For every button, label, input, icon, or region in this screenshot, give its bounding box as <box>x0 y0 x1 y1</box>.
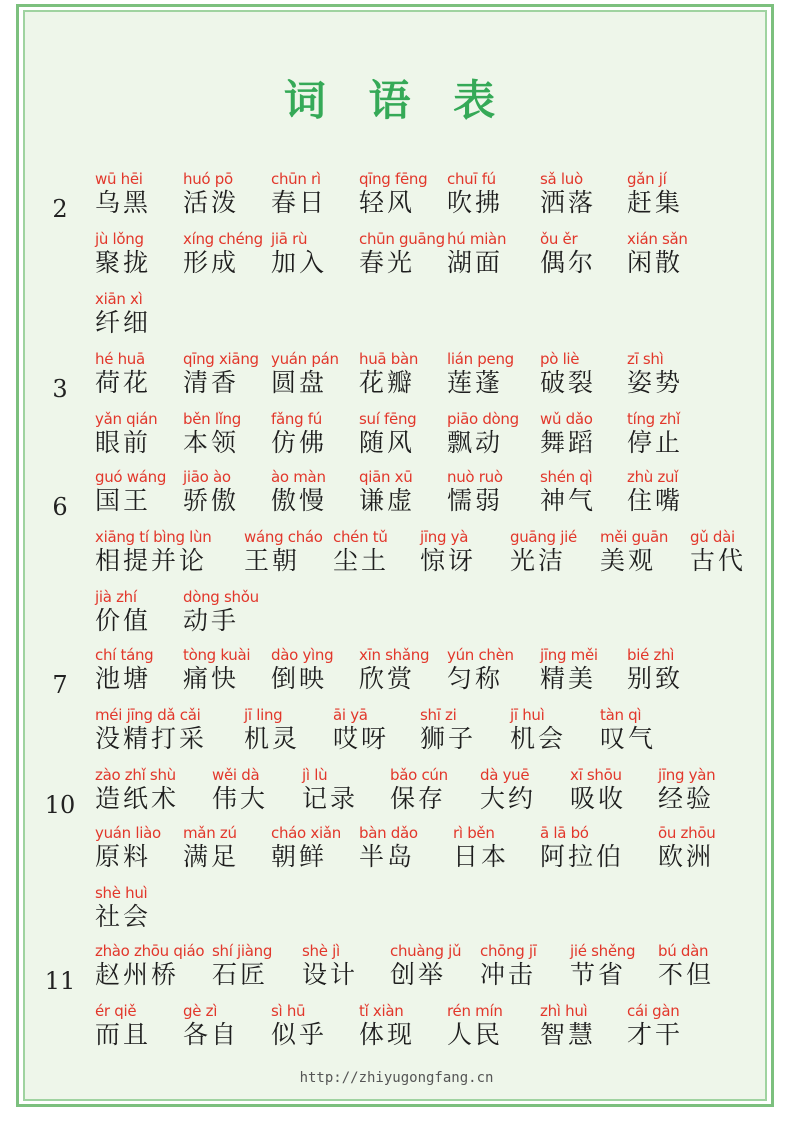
word-row <box>0 230 793 288</box>
word-entry <box>271 646 333 694</box>
word-entry <box>95 1002 151 1050</box>
word-entry <box>540 350 596 398</box>
word-entry <box>333 528 389 576</box>
pinyin-label: bàn dǎo <box>359 824 418 842</box>
pinyin-label: jī ling <box>244 706 283 724</box>
word-entry <box>271 350 339 398</box>
chinese-word: 形成 <box>183 248 240 277</box>
pinyin-label: shè jì <box>302 942 340 960</box>
chinese-word: 随风 <box>359 428 416 457</box>
pinyin-label: dào yìng <box>271 646 334 664</box>
pinyin-label: xiān xì <box>95 290 143 308</box>
word-entry <box>359 824 418 872</box>
chinese-word: 吹拂 <box>447 188 504 217</box>
word-entry <box>244 528 323 576</box>
pinyin-label: jīng yàn <box>658 766 716 784</box>
chinese-word: 圆盘 <box>271 368 328 397</box>
chinese-word: 偶尔 <box>540 248 597 277</box>
word-entry <box>540 170 596 218</box>
word-entry <box>420 528 476 576</box>
pinyin-label: ér qiě <box>95 1002 137 1020</box>
pinyin-label: tíng zhǐ <box>627 410 680 428</box>
pinyin-label: jì lù <box>302 766 328 784</box>
chinese-word: 荷花 <box>95 368 152 397</box>
chinese-word: 节省 <box>570 960 627 989</box>
word-entry <box>359 410 416 458</box>
word-entry <box>333 706 389 754</box>
chinese-word: 飘动 <box>447 428 504 457</box>
chinese-word: 似乎 <box>271 1020 328 1049</box>
pinyin-label: zào zhǐ shù <box>95 766 176 784</box>
pinyin-label: huā bàn <box>359 350 419 368</box>
lesson-number: 6 <box>52 493 68 521</box>
word-entry <box>271 468 327 516</box>
word-row <box>0 170 793 228</box>
word-entry <box>183 350 259 398</box>
chinese-word: 别致 <box>627 664 684 693</box>
word-entry <box>359 230 445 278</box>
word-entry <box>540 230 596 278</box>
word-entry <box>510 706 566 754</box>
word-entry <box>540 410 596 458</box>
chinese-word: 人民 <box>447 1020 504 1049</box>
word-row <box>0 646 793 704</box>
chinese-word: 阿拉伯 <box>540 842 625 871</box>
word-entry <box>627 468 683 516</box>
word-row <box>0 766 793 824</box>
word-entry <box>95 170 151 218</box>
pinyin-label: xián sǎn <box>627 230 688 248</box>
pinyin-label: yún chèn <box>447 646 514 664</box>
word-entry <box>658 766 715 814</box>
word-entry <box>302 942 358 990</box>
chinese-word: 没精打采 <box>95 724 208 753</box>
chinese-word: 痛快 <box>183 664 240 693</box>
page-title: 词 语 表 <box>283 76 510 125</box>
chinese-word: 叹气 <box>600 724 657 753</box>
pinyin-label: suí fēng <box>359 410 417 428</box>
chinese-word: 欣赏 <box>359 664 416 693</box>
chinese-word: 日本 <box>453 842 510 871</box>
chinese-word: 眼前 <box>95 428 152 457</box>
pinyin-label: dà yuē <box>480 766 530 784</box>
chinese-word: 谦虚 <box>359 486 416 515</box>
word-entry <box>95 706 207 754</box>
word-entry <box>183 646 250 694</box>
chinese-word: 机会 <box>510 724 567 753</box>
word-entry <box>627 350 683 398</box>
word-entry <box>600 528 668 576</box>
pinyin-label: mǎn zú <box>183 824 237 842</box>
pinyin-label: ā lā bó <box>540 824 589 842</box>
word-entry <box>570 942 635 990</box>
chinese-word: 匀称 <box>447 664 504 693</box>
pinyin-label: chūn rì <box>271 170 321 188</box>
pinyin-label: wū hēi <box>95 170 143 188</box>
word-entry <box>359 170 427 218</box>
word-entry <box>658 824 715 872</box>
pinyin-label: qīng fēng <box>359 170 428 188</box>
word-entry <box>447 468 503 516</box>
pinyin-label: guāng jié <box>510 528 577 546</box>
chinese-word: 石匠 <box>212 960 269 989</box>
word-entry <box>95 528 211 576</box>
pinyin-label: tàn qì <box>600 706 642 724</box>
word-entry <box>447 1002 503 1050</box>
chinese-word: 光洁 <box>510 546 567 575</box>
word-row <box>0 824 793 882</box>
chinese-word: 赶集 <box>627 188 684 217</box>
word-entry <box>183 824 239 872</box>
pinyin-label: jīng yà <box>420 528 469 546</box>
chinese-word: 懦弱 <box>447 486 504 515</box>
word-entry <box>271 170 327 218</box>
chinese-word: 社会 <box>95 902 152 931</box>
word-entry <box>447 350 514 398</box>
word-entry <box>540 1002 596 1050</box>
pinyin-label: shén qì <box>540 468 593 486</box>
word-entry <box>183 588 259 636</box>
pinyin-label: shè huì <box>95 884 148 902</box>
word-entry <box>627 410 683 458</box>
word-row <box>0 528 793 586</box>
word-entry <box>627 170 683 218</box>
pinyin-label: qīng xiāng <box>183 350 259 368</box>
word-entry <box>480 942 537 990</box>
pinyin-label: běn lǐng <box>183 410 241 428</box>
chinese-word: 动手 <box>183 606 240 635</box>
word-entry <box>690 528 746 576</box>
pinyin-label: xiāng tí bìng lùn <box>95 528 212 546</box>
word-entry <box>271 1002 327 1050</box>
lesson-number: 7 <box>52 671 68 699</box>
pinyin-label: yǎn qián <box>95 410 158 428</box>
chinese-word: 创举 <box>390 960 447 989</box>
pinyin-label: chūn guāng <box>359 230 445 248</box>
word-entry <box>95 766 179 814</box>
pinyin-label: bǎo cún <box>390 766 448 784</box>
pinyin-label: fǎng fú <box>271 410 322 428</box>
word-entry <box>627 1002 683 1050</box>
word-entry <box>540 646 598 694</box>
chinese-word: 不但 <box>658 960 715 989</box>
chinese-word: 半岛 <box>359 842 416 871</box>
chinese-word: 体现 <box>359 1020 416 1049</box>
word-entry <box>183 468 239 516</box>
chinese-word: 经验 <box>658 784 715 813</box>
word-row <box>0 350 793 408</box>
pinyin-label: nuò ruò <box>447 468 503 486</box>
pinyin-label: jié shěng <box>570 942 636 960</box>
pinyin-label: rén mín <box>447 1002 503 1020</box>
word-entry <box>271 410 327 458</box>
chinese-word: 伟大 <box>212 784 269 813</box>
chinese-word: 国王 <box>95 486 152 515</box>
chinese-word: 骄傲 <box>183 486 240 515</box>
pinyin-label: jī huì <box>510 706 545 724</box>
chinese-word: 相提并论 <box>95 546 208 575</box>
pinyin-label: sǎ luò <box>540 170 583 188</box>
word-entry <box>244 706 300 754</box>
chinese-word: 乌黑 <box>95 188 152 217</box>
pinyin-label: wǔ dǎo <box>540 410 593 428</box>
word-entry <box>447 410 519 458</box>
word-entry <box>420 706 476 754</box>
pinyin-label: xíng chéng <box>183 230 263 248</box>
chinese-word: 尘土 <box>333 546 390 575</box>
pinyin-label: cháo xiǎn <box>271 824 341 842</box>
word-entry <box>453 824 509 872</box>
word-entry <box>271 230 327 278</box>
pinyin-label: ōu zhōu <box>658 824 716 842</box>
pinyin-label: ào màn <box>271 468 326 486</box>
lesson-number: 3 <box>52 375 68 403</box>
pinyin-label: tòng kuài <box>183 646 251 664</box>
chinese-word: 聚拢 <box>95 248 152 277</box>
chinese-word: 古代 <box>690 546 747 575</box>
pinyin-label: chén tǔ <box>333 528 388 546</box>
word-entry <box>627 230 688 278</box>
lesson-number: 11 <box>44 967 76 995</box>
pinyin-label: měi guān <box>600 528 669 546</box>
chinese-word: 设计 <box>302 960 359 989</box>
pinyin-label: wáng cháo <box>244 528 323 546</box>
pinyin-label: hú miàn <box>447 230 507 248</box>
pinyin-label: hé huā <box>95 350 145 368</box>
word-entry <box>447 170 503 218</box>
chinese-word: 池塘 <box>95 664 152 693</box>
chinese-word: 满足 <box>183 842 240 871</box>
chinese-word: 春日 <box>271 188 328 217</box>
pinyin-label: wěi dà <box>212 766 260 784</box>
pinyin-label: zī shì <box>627 350 664 368</box>
word-entry <box>95 942 204 990</box>
chinese-word: 哎呀 <box>333 724 390 753</box>
chinese-word: 停止 <box>627 428 684 457</box>
chinese-word: 朝鲜 <box>271 842 328 871</box>
word-entry <box>359 1002 415 1050</box>
pinyin-label: sì hū <box>271 1002 306 1020</box>
word-entry <box>95 588 151 636</box>
word-entry <box>390 942 461 990</box>
word-entry <box>95 884 151 932</box>
chinese-word: 仿佛 <box>271 428 328 457</box>
word-entry <box>359 646 429 694</box>
pinyin-label: zhì huì <box>540 1002 588 1020</box>
chinese-word: 莲蓬 <box>447 368 504 397</box>
word-entry <box>600 706 656 754</box>
chinese-word: 舞蹈 <box>540 428 597 457</box>
pinyin-label: pò liè <box>540 350 580 368</box>
pinyin-label: yuán liào <box>95 824 161 842</box>
pinyin-label: zhào zhōu qiáo <box>95 942 205 960</box>
chinese-word: 各自 <box>183 1020 240 1049</box>
word-entry <box>302 766 358 814</box>
chinese-word: 清香 <box>183 368 240 397</box>
word-entry <box>271 824 341 872</box>
word-entry <box>627 646 683 694</box>
lesson-number: 10 <box>44 791 76 819</box>
pinyin-label: lián peng <box>447 350 514 368</box>
chinese-word: 赵州桥 <box>95 960 180 989</box>
word-row <box>0 290 793 348</box>
footer-url: http://zhiyugongfang.cn <box>299 1070 494 1086</box>
chinese-word: 湖面 <box>447 248 504 277</box>
pinyin-label: jù lǒng <box>95 230 144 248</box>
pinyin-label: chí táng <box>95 646 154 664</box>
chinese-word: 春光 <box>359 248 416 277</box>
pinyin-label: xīn shǎng <box>359 646 430 664</box>
word-entry <box>359 350 418 398</box>
chinese-word: 破裂 <box>540 368 597 397</box>
word-entry <box>359 468 415 516</box>
word-entry <box>658 942 714 990</box>
word-row <box>0 468 793 526</box>
pinyin-label: jiā rù <box>271 230 308 248</box>
chinese-word: 原料 <box>95 842 152 871</box>
pinyin-label: xī shōu <box>570 766 622 784</box>
chinese-word: 保存 <box>390 784 447 813</box>
word-row <box>0 942 793 1000</box>
pinyin-label: gè zì <box>183 1002 218 1020</box>
chinese-word: 轻风 <box>359 188 416 217</box>
pinyin-label: piāo dòng <box>447 410 519 428</box>
pinyin-label: huó pō <box>183 170 233 188</box>
pinyin-label: cái gàn <box>627 1002 680 1020</box>
pinyin-label: jīng měi <box>540 646 598 664</box>
chinese-word: 美观 <box>600 546 657 575</box>
pinyin-label: chuàng jǔ <box>390 942 462 960</box>
pinyin-label: ǒu ěr <box>540 230 578 248</box>
chinese-word: 活泼 <box>183 188 240 217</box>
chinese-word: 傲慢 <box>271 486 328 515</box>
chinese-word: 吸收 <box>570 784 627 813</box>
word-entry <box>183 230 263 278</box>
chinese-word: 本领 <box>183 428 240 457</box>
word-entry <box>390 766 448 814</box>
pinyin-label: jiāo ào <box>183 468 231 486</box>
pinyin-label: jià zhí <box>95 588 137 606</box>
pinyin-label: méi jīng dǎ cǎi <box>95 706 201 724</box>
word-entry <box>95 290 151 338</box>
word-entry <box>480 766 536 814</box>
chinese-word: 智慧 <box>540 1020 597 1049</box>
word-entry <box>95 468 166 516</box>
word-row <box>0 884 793 942</box>
word-row <box>0 706 793 764</box>
word-entry <box>510 528 577 576</box>
pinyin-label: yuán pán <box>271 350 339 368</box>
word-entry <box>447 230 506 278</box>
pinyin-label: dòng shǒu <box>183 588 259 606</box>
pinyin-label: chōng jī <box>480 942 537 960</box>
word-entry <box>95 646 153 694</box>
chinese-word: 闲散 <box>627 248 684 277</box>
chinese-word: 欧洲 <box>658 842 715 871</box>
chinese-word: 狮子 <box>420 724 477 753</box>
word-row <box>0 588 793 646</box>
pinyin-label: āi yā <box>333 706 368 724</box>
word-row <box>0 410 793 468</box>
chinese-word: 惊讶 <box>420 546 477 575</box>
word-entry <box>95 824 161 872</box>
pinyin-label: shí jiàng <box>212 942 273 960</box>
word-entry <box>570 766 626 814</box>
pinyin-label: zhù zuǐ <box>627 468 679 486</box>
chinese-word: 造纸术 <box>95 784 180 813</box>
word-entry <box>183 1002 239 1050</box>
pinyin-label: rì běn <box>453 824 495 842</box>
word-entry <box>183 410 241 458</box>
chinese-word: 花瓣 <box>359 368 416 397</box>
pinyin-label: shī zi <box>420 706 457 724</box>
chinese-word: 而且 <box>95 1020 152 1049</box>
word-entry <box>95 350 151 398</box>
chinese-word: 价值 <box>95 606 152 635</box>
chinese-word: 冲击 <box>480 960 537 989</box>
pinyin-label: qiān xū <box>359 468 413 486</box>
chinese-word: 大约 <box>480 784 537 813</box>
chinese-word: 神气 <box>540 486 597 515</box>
pinyin-label: gǔ dài <box>690 528 735 546</box>
chinese-word: 精美 <box>540 664 597 693</box>
word-entry <box>540 824 624 872</box>
word-entry <box>212 766 268 814</box>
word-entry <box>95 230 151 278</box>
lesson-number: 2 <box>52 195 68 223</box>
word-entry <box>540 468 596 516</box>
chinese-word: 姿势 <box>627 368 684 397</box>
chinese-word: 王朝 <box>244 546 301 575</box>
pinyin-label: bié zhì <box>627 646 675 664</box>
word-row <box>0 1002 793 1060</box>
word-entry <box>95 410 157 458</box>
pinyin-label: guó wáng <box>95 468 167 486</box>
chinese-word: 纤细 <box>95 308 152 337</box>
chinese-word: 才干 <box>627 1020 684 1049</box>
pinyin-label: gǎn jí <box>627 170 667 188</box>
pinyin-label: chuī fú <box>447 170 496 188</box>
chinese-word: 加入 <box>271 248 328 277</box>
chinese-word: 住嘴 <box>627 486 684 515</box>
chinese-word: 洒落 <box>540 188 597 217</box>
word-entry <box>212 942 272 990</box>
chinese-word: 记录 <box>302 784 359 813</box>
word-entry <box>183 170 239 218</box>
chinese-word: 机灵 <box>244 724 301 753</box>
pinyin-label: tǐ xiàn <box>359 1002 404 1020</box>
word-entry <box>447 646 514 694</box>
chinese-word: 倒映 <box>271 664 328 693</box>
pinyin-label: bú dàn <box>658 942 709 960</box>
